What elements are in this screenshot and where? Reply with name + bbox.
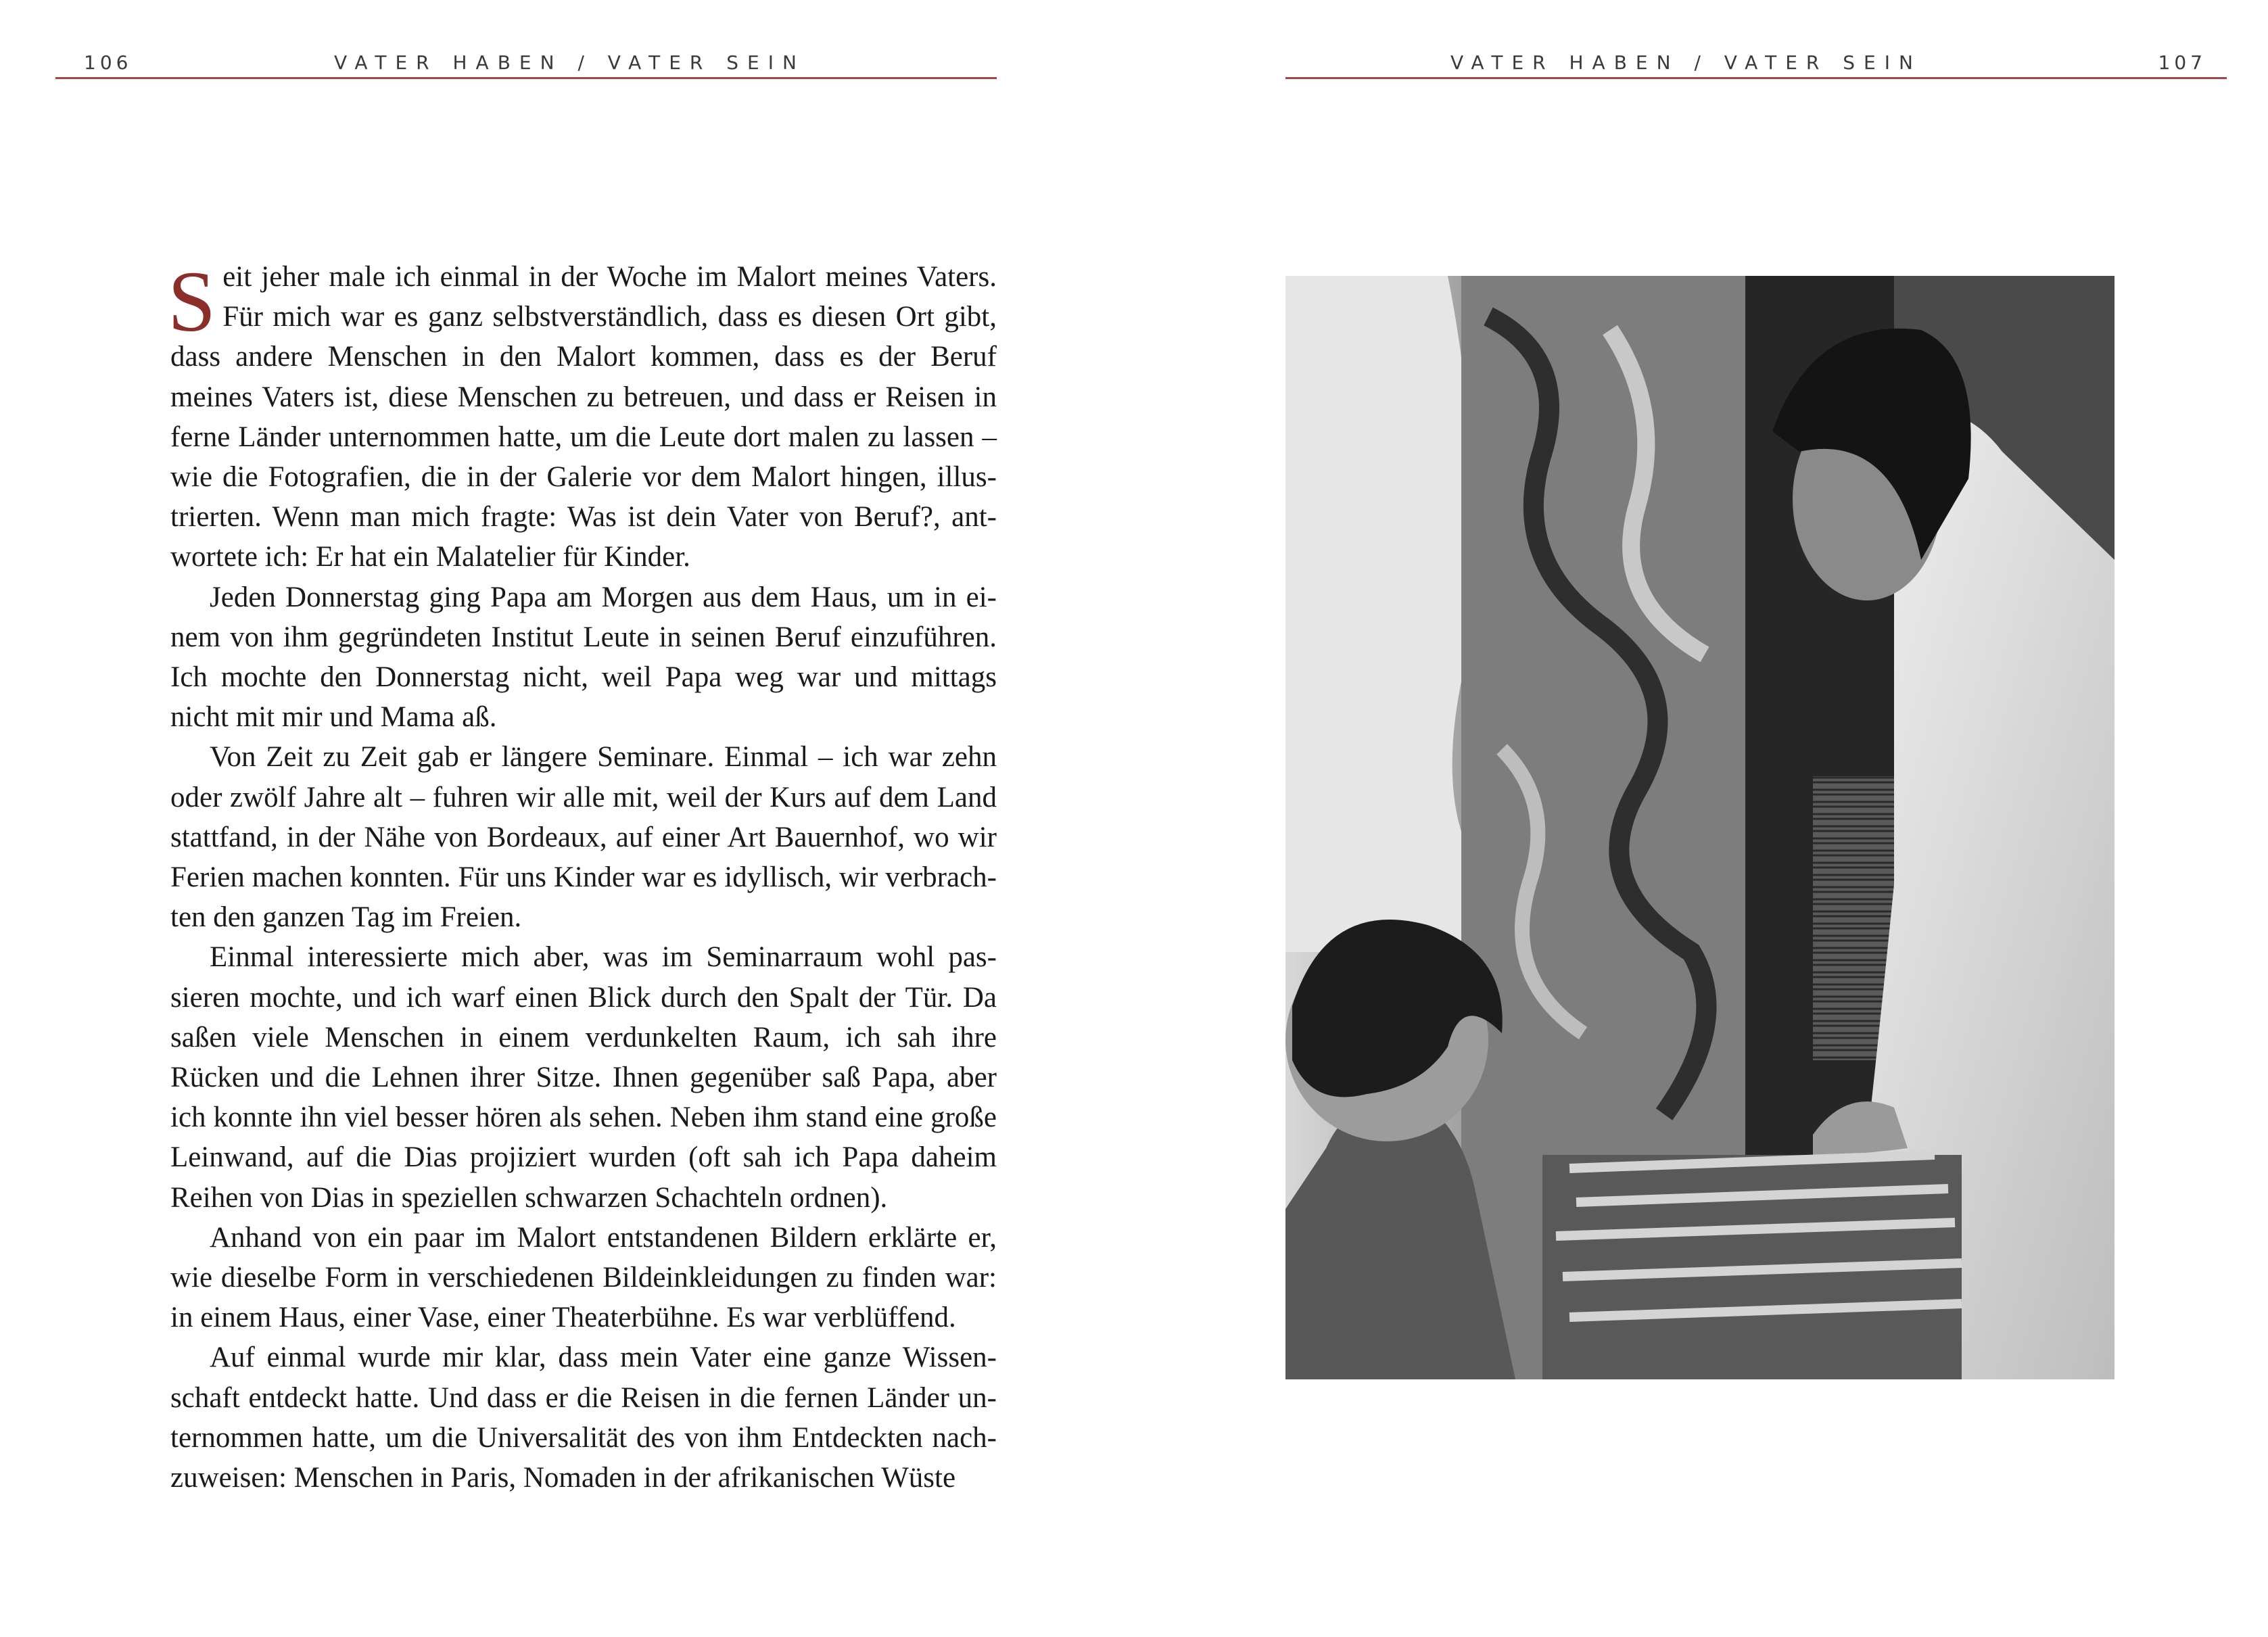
photo-illustration [1285,276,2115,1379]
paragraph: Jeden Donnerstag ging Papa am Morgen aus dem Haus, um in einem von ihm gegründeten Institut Leute in seinen Beruf einzuführen. Ich mochte den Donnerstag nicht, weil Papa weg war und mittags nicht mit mir und Mama aß. [170,581,997,734]
body-text [168,254,997,1498]
running-head-left [55,50,997,79]
page-number: 106 [84,51,133,74]
running-head-right [1285,50,2227,79]
page-number: 107 [2158,51,2206,74]
running-head-title: VATER HABEN / VATER SEIN [334,51,805,74]
photograph [1285,276,2115,1379]
paragraph: Seit jeher male ich einmal in der Woche im Malort meines Vaters. Für mich war es ganz selbstverständlich, dass es diesen Ort gibt, dass andere Menschen in den Malort kommen, dass es der Beruf meines Vaters ist, diese Menschen zu betreuen, und dass er Reisen in ferne Länder unternommen hatte, um die Leute dort malen zu lassen – wie die Fotografien, die in der Galerie vor dem Malort hingen, illustrierten. Wenn man mich fragte: Was ist dein Vater von Beruf?, antwortete ich: Er hat ein Malatelier für Kinder. [168,254,997,573]
paragraph: Anhand von ein paar im Malort entstandenen Bildern erklärte er, wie dieselbe Form in verschiedenen Bildeinkleidungen zu finden war: in einem Haus, einer Vase, einer Theaterbühne. Es war verblüffend. [170,1221,997,1334]
paragraph: Einmal interessierte mich aber, was im Seminarraum wohl passieren mochte, und ich warf einen Blick durch den Spalt der Tür. Da saßen viele Menschen in einem verdunkelten Raum, ich sah ihre Rücken und die Lehnen ihrer Sitze. Ihnen gegenüber saß Papa, aber ich konnte ihn viel besser hören als sehen. Neben ihm stand eine große Leinwand, auf die Dias projiziert wurden (oft sah ich Papa daheim Reihen von Dias in speziellen schwarzen Schachteln ordnen). [170,941,997,1214]
paragraph: Auf einmal wurde mir klar, dass mein Vater eine ganze Wissenschaft entdeckt hatte. Und dass er die Reisen in die fernen Länder unternommen hatte, um die Universalität des von ihm Entdeckten nachzuweisen: Menschen in Paris, Nomaden in der afrikanischen Wüste [170,1342,997,1494]
right-page [1134,0,2268,1637]
running-head-title: VATER HABEN / VATER SEIN [1450,51,1922,74]
paragraph: Von Zeit zu Zeit gab er längere Seminare. Einmal – ich war zehn oder zwölf Jahre alt – fuhren wir alle mit, weil der Kurs auf dem Land stattfand, in der Nähe von Bordeaux, auf einer Art Bauernhof, wo wir Ferien machen konnten. Für uns Kinder war es idyllisch, wir verbrachten den ganzen Tag im Freien. [170,741,997,934]
drop-cap: S [168,254,216,350]
